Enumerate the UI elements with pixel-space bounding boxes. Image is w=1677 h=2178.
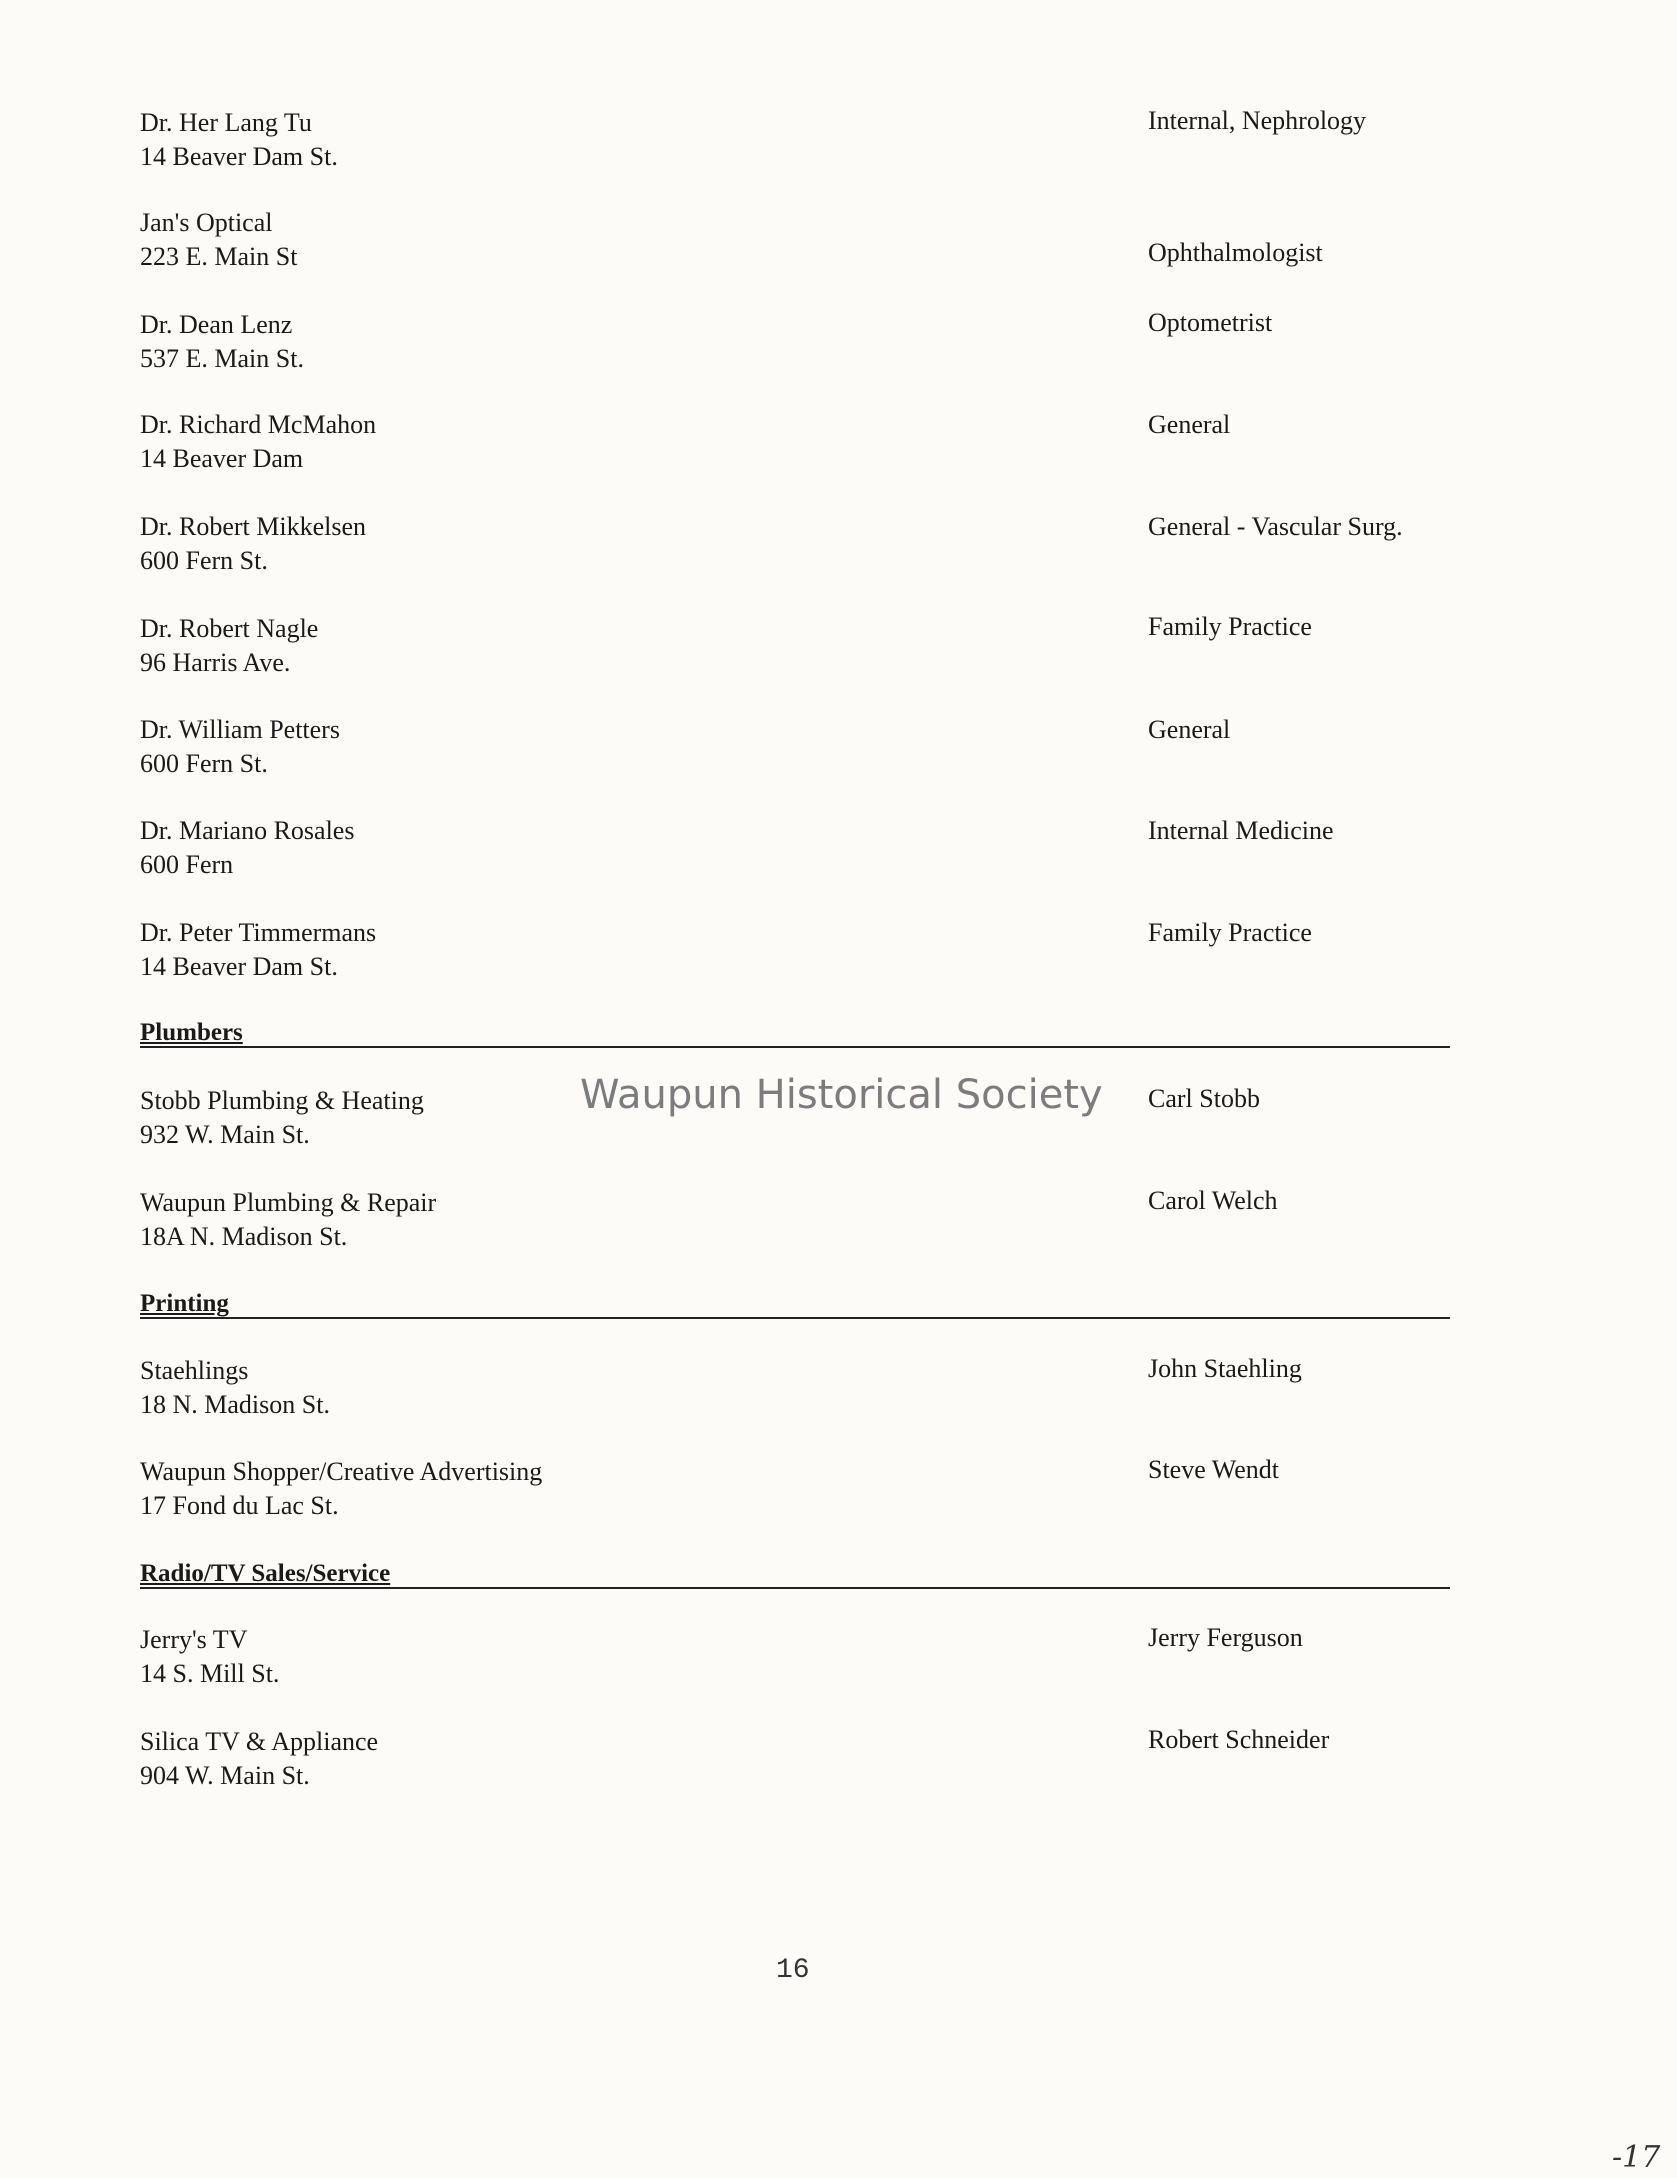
entry-name: Dr. Dean Lenz xyxy=(140,310,293,339)
entry-name: Silica TV & Appliance xyxy=(140,1727,379,1756)
entry-detail: Steve Wendt xyxy=(1148,1455,1280,1484)
handwritten-page-mark: -17 xyxy=(1612,2140,1661,2175)
entry-detail: Carol Welch xyxy=(1148,1186,1278,1215)
entry-address: 904 W. Main St. xyxy=(140,1761,310,1790)
directory-entry xyxy=(140,1188,1450,1258)
directory-entry xyxy=(140,614,1450,684)
section-header-plumbers xyxy=(140,1012,1450,1048)
entry-detail: Robert Schneider xyxy=(1148,1725,1330,1754)
entry-name: Waupun Shopper/Creative Advertising xyxy=(140,1457,543,1486)
section-header-radio-tv xyxy=(140,1553,1450,1589)
entry-name: Dr. Peter Timmermans xyxy=(140,918,377,947)
entry-name: Jan's Optical xyxy=(140,208,273,237)
entry-detail: General xyxy=(1148,410,1231,439)
entry-detail: Family Practice xyxy=(1148,612,1312,641)
entry-name: Dr. Robert Mikkelsen xyxy=(140,512,367,541)
directory-entry xyxy=(140,108,1450,178)
entry-address: 18 N. Madison St. xyxy=(140,1390,330,1419)
entry-address: 14 S. Mill St. xyxy=(140,1659,280,1688)
entry-address: 18A N. Madison St. xyxy=(140,1222,348,1251)
entry-detail: Internal Medicine xyxy=(1148,816,1334,845)
entry-detail: Carl Stobb xyxy=(1148,1084,1260,1113)
entry-detail: John Staehling xyxy=(1148,1354,1302,1383)
entry-address: 537 E. Main St. xyxy=(140,344,304,373)
entry-address: 14 Beaver Dam xyxy=(140,444,304,473)
entry-detail: Optometrist xyxy=(1148,308,1273,337)
section-header-printing xyxy=(140,1283,1450,1319)
entry-name: Dr. Mariano Rosales xyxy=(140,816,355,845)
entry-address: 96 Harris Ave. xyxy=(140,648,291,677)
entry-address: 17 Fond du Lac St. xyxy=(140,1491,339,1520)
entry-address: 14 Beaver Dam St. xyxy=(140,952,338,981)
directory-entry xyxy=(140,208,1450,278)
entry-detail: Family Practice xyxy=(1148,918,1312,947)
entry-name: Dr. Her Lang Tu xyxy=(140,108,312,137)
entry-address: 600 Fern xyxy=(140,850,234,879)
entry-address: 600 Fern St. xyxy=(140,546,268,575)
entry-address: 223 E. Main St xyxy=(140,242,298,271)
entry-detail: Ophthalmologist xyxy=(1148,238,1323,267)
entry-name: Stobb Plumbing & Heating xyxy=(140,1086,424,1115)
directory-entry xyxy=(140,1727,1450,1797)
directory-entry xyxy=(140,816,1450,886)
entry-address: 14 Beaver Dam St. xyxy=(140,142,338,171)
entry-name: Waupun Plumbing & Repair xyxy=(140,1188,437,1217)
entry-name: Staehlings xyxy=(140,1356,249,1385)
directory-entry xyxy=(140,1356,1450,1426)
directory-entry xyxy=(140,918,1450,988)
entry-name: Jerry's TV xyxy=(140,1625,248,1654)
section-title: Radio/TV Sales/Service xyxy=(140,1560,391,1587)
section-title: Plumbers xyxy=(140,1019,243,1046)
entry-name: Dr. Richard McMahon xyxy=(140,410,377,439)
entry-detail: Internal, Nephrology xyxy=(1148,106,1367,135)
directory-entry xyxy=(140,512,1450,582)
entry-detail: General xyxy=(1148,715,1231,744)
directory-entry xyxy=(140,410,1450,480)
page-number: 16 xyxy=(776,1955,810,1986)
entry-detail: General - Vascular Surg. xyxy=(1148,512,1403,541)
entry-name: Dr. William Petters xyxy=(140,715,340,744)
section-title: Printing xyxy=(140,1290,229,1317)
entry-address: 600 Fern St. xyxy=(140,749,268,778)
directory-entry xyxy=(140,310,1450,380)
entry-address: 932 W. Main St. xyxy=(140,1120,310,1149)
watermark: Waupun Historical Society xyxy=(580,1072,1103,1118)
entry-name: Dr. Robert Nagle xyxy=(140,614,319,643)
directory-entry xyxy=(140,715,1450,785)
directory-entry xyxy=(140,1625,1450,1695)
entry-detail: Jerry Ferguson xyxy=(1148,1623,1303,1652)
directory-entry xyxy=(140,1457,1450,1527)
